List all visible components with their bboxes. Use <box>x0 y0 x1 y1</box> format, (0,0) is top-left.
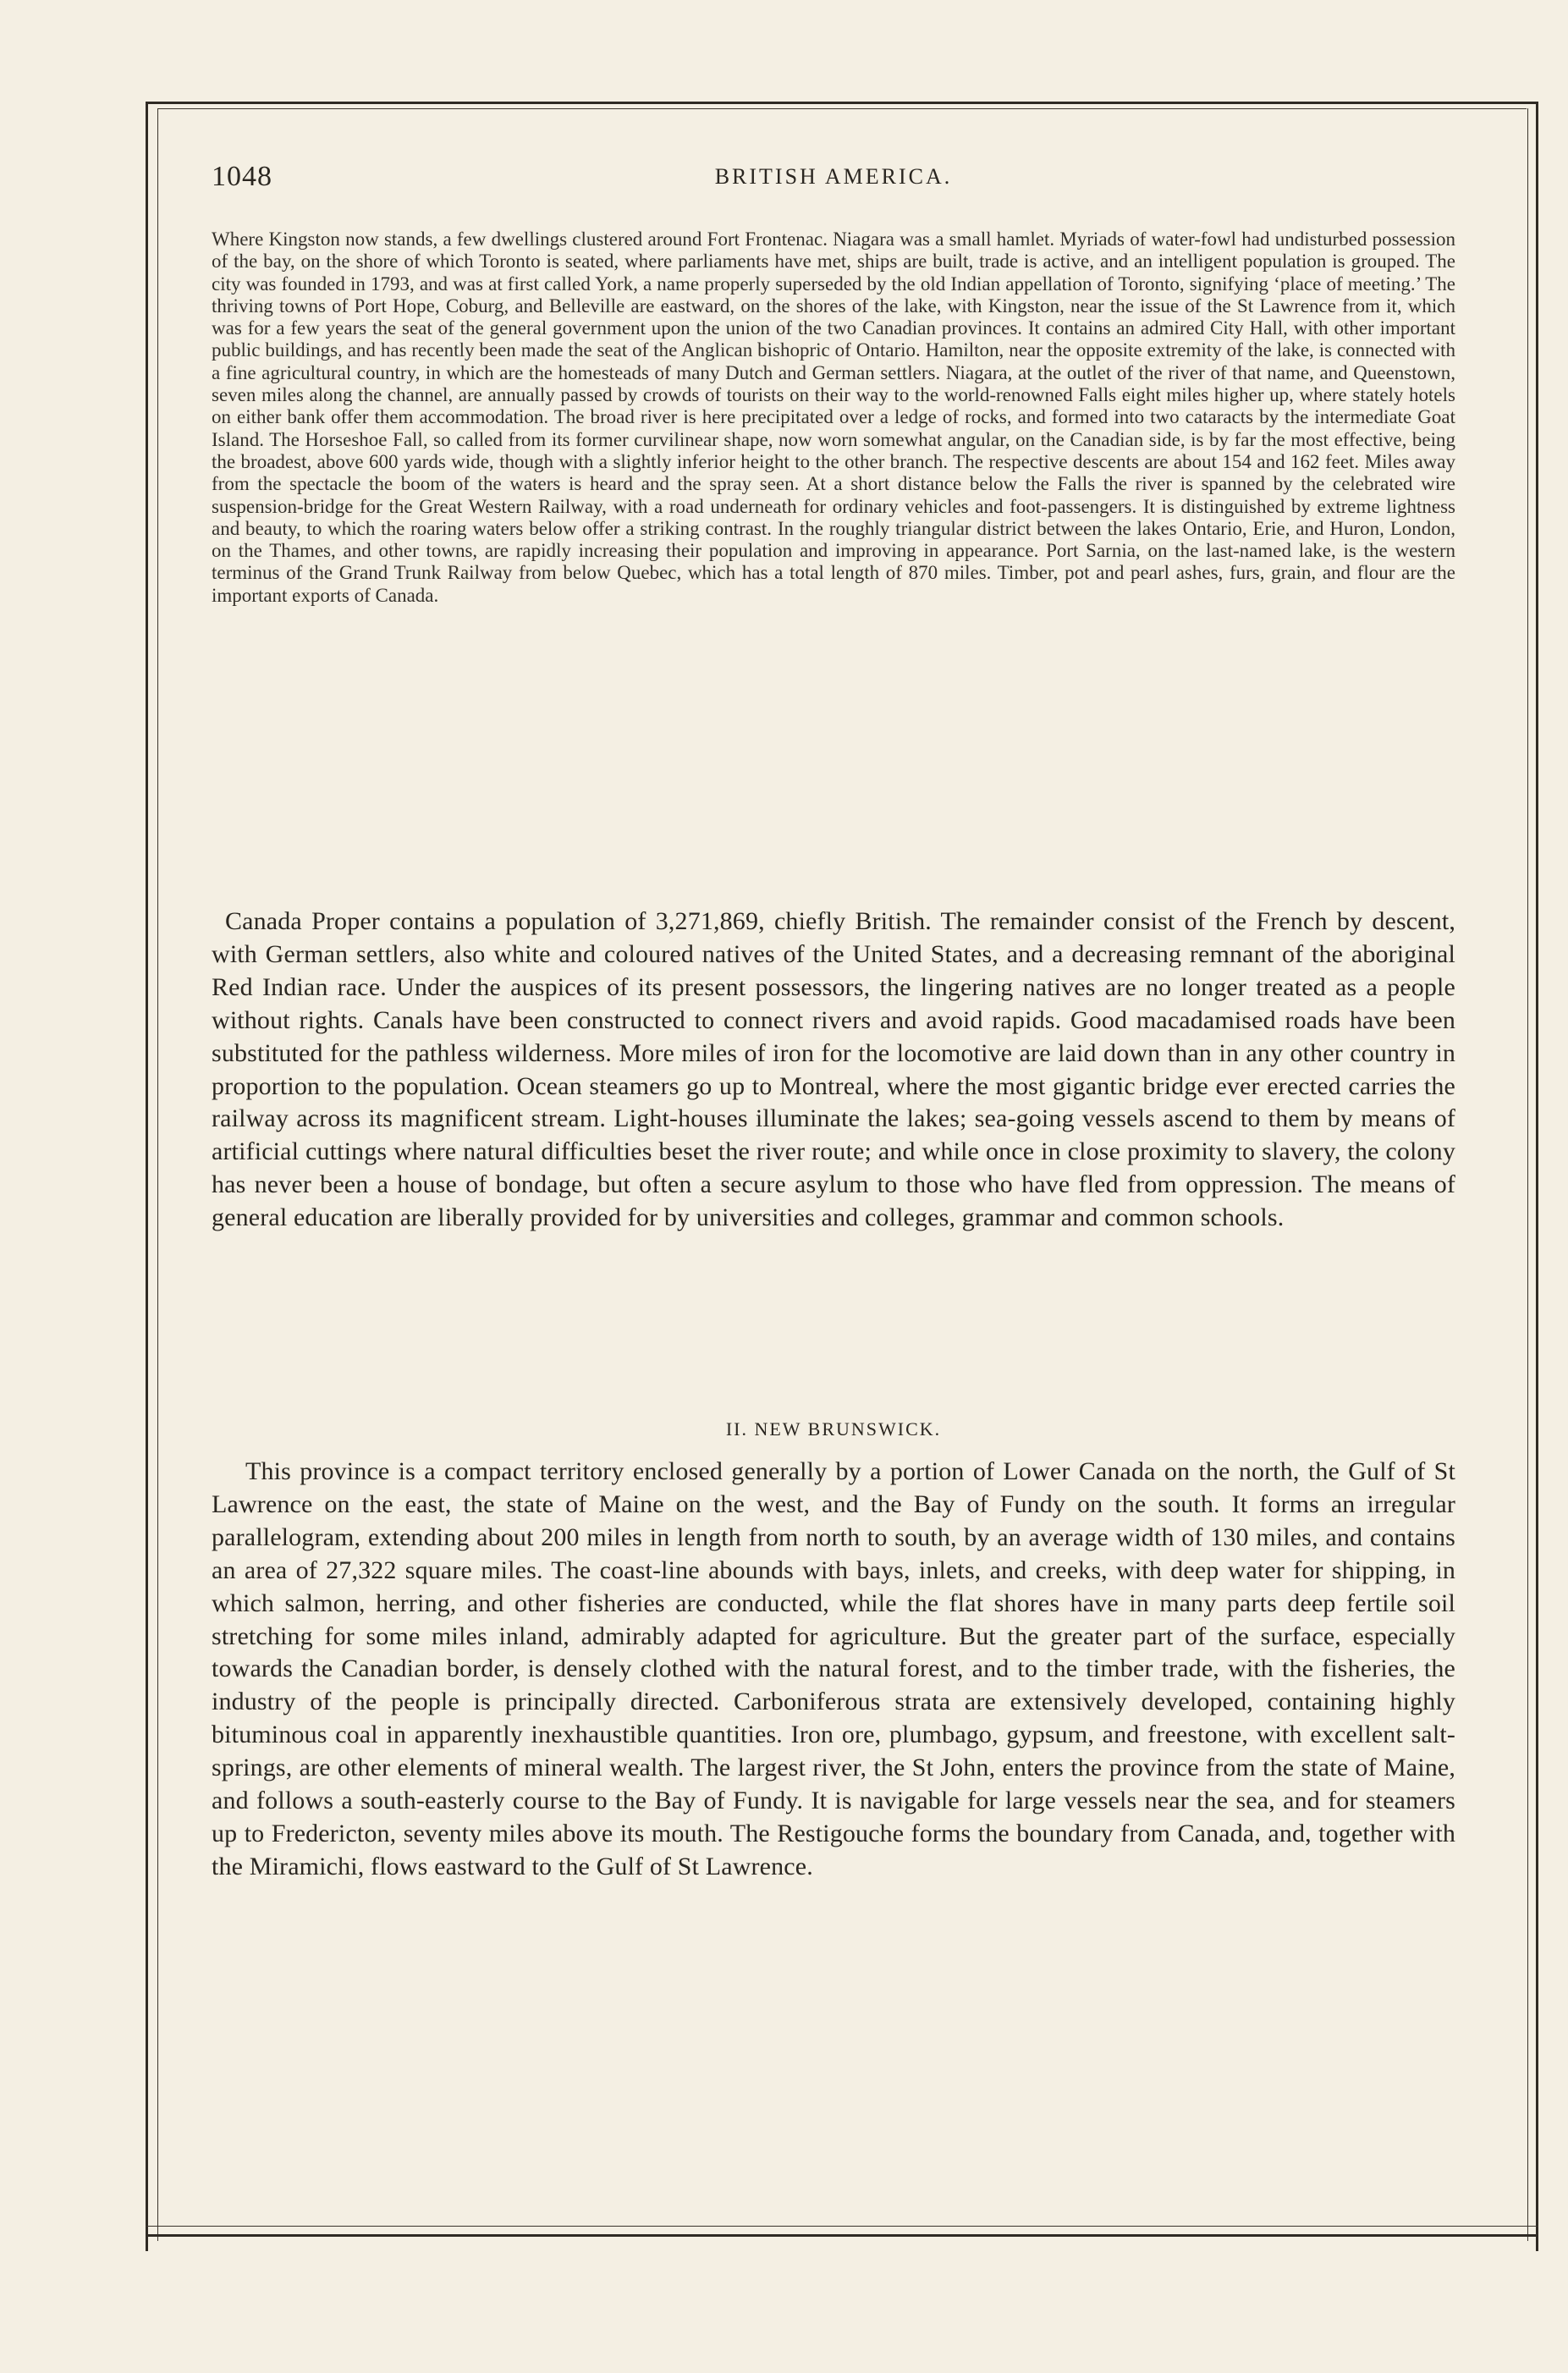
canada-proper-paragraph <box>212 906 1455 1235</box>
page-header <box>212 161 1455 203</box>
frame-bottom-rule <box>146 2234 1538 2237</box>
paragraph-canada-proper: Canada Proper contains a population of 3,271,869, chiefly British. The remainder consist of the French by descent, with German settlers, also white and coloured natives of the United States, and a decreasing remnant of the aboriginal Red Indian race. Under the auspices of its present possessors, the lingering natives are no longer treated as a people without rights. Canals have been constructed to connect rivers and avoid rapids. Good macadamised roads have been substituted for the pathless wilderness. More miles of iron for the locomotive are laid down than in any other country in proportion to the population. Ocean steamers go up to Montreal, where the most gigantic bridge ever erected carries the railway across its magnificent stream. Light-houses illuminate the lakes; sea-going vessels ascend to them by means of artificial cuttings where natural difficulties beset the river route; and while once in close proximity to slavery, the colony has never been a house of bondage, but often a secure asylum to those who have fled from oppression. The means of general education are liberally provided for by universities and colleges, grammar and common schools. <box>212 907 1455 1232</box>
frame-bottom-inner-rule <box>146 2226 1538 2227</box>
paragraph-kingston-toronto: Where Kingston now stands, a few dwellings clustered around Fort Frontenac. Niagara was a small hamlet. Myriads of water-fowl had undisturbed possession of the bay, on the shore of which Toronto is seated, where parliaments have met, ships are built, trade is active, and an intelligent population is grouped. The city was founded in 1793, and was at first called York, a name properly superseded by the old Indian appellation of Toronto, signifying ‘place of meeting.’ The thriving towns of Port Hope, Coburg, and Belleville are eastward, on the shores of the lake, with Kingston, near the issue of the St Lawrence from it, which was for a few years the seat of the general government upon the union of the two Canadian provinces. It contains an admired City Hall, with other important public buildings, and has recently been made the seat of the Anglican bishopric of Ontario. Hamilton, near the opposite extremity of the lake, is connected with a fine agricultural country, in which are the homesteads of many Dutch and German settlers. Niagara, at the outlet of the river of that name, and Queenstown, seven miles along the channel, are annually passed by crowds of tourists on their way to the world-renowned Falls eight miles higher up, where stately hotels on either bank offer them accommodation. The broad river is here precipitated over a ledge of rocks, and formed into two cataracts by the intermediate Goat Island. The Horseshoe Fall, so called from its former curvilinear shape, now worn somewhat angular, on the Canadian side, is by far the most effective, being the broadest, above 600 yards wide, though with a slightly inferior height to the other branch. The respective descents are about 154 and 162 feet. Miles away from the spectacle the boom of the waters is heard and the spray seen. At a short distance below the Falls the river is spanned by the celebrated wire suspension-bridge for the Great Western Railway, with a road underneath for ordinary vehicles and foot-passengers. It is distinguished by extreme lightness and beauty, to which the roaring waters below offer a striking contrast. In the roughly triangular district between the lakes Ontario, Erie, and Huron, London, on the Thames, and other towns, are rapidly increasing their population and improving in appearance. Port Sarnia, on the last-named lake, is the western terminus of the Grand Trunk Railway from below Quebec, which has a total length of 870 miles. Timber, pot and pearl ashes, furs, grain, and flour are the important exports of Canada. <box>212 228 1455 606</box>
paragraph-new-brunswick: This province is a compact territory enclosed generally by a portion of Lower Canada on the north, the Gulf of St Lawrence on the east, the state of Maine on the west, and the Bay of Fundy on the south. It forms an irregular parallelogram, extending about 200 miles in length from north to south, by an average width of 130 miles, and contains an area of 27,322 square miles. The coast-line abounds with bays, inlets, and creeks, with deep water for shipping, in which salmon, herring, and other fisheries are conducted, while the flat shores have in many parts deep fertile soil stretching for some miles inland, admirably adapted for agriculture. But the greater part of the surface, especially towards the Canadian border, is densely clothed with the natural forest, and to the timber trade, with the fisheries, the industry of the people is principally directed. Carboniferous strata are extensively developed, containing highly bituminous coal in apparently inexhaustible quantities. Iron ore, plumbago, gypsum, and freestone, with excellent salt-springs, are other elements of mineral wealth. The largest river, the St John, enters the province from the state of Maine, and follows a south-easterly course to the Bay of Fundy. It is navigable for large vessels near the sea, and for steamers up to Fredericton, seventy miles above its mouth. The Restigouche forms the boundary from Canada, and, together with the Miramichi, flows eastward to the Gulf of St Lawrence. <box>212 1457 1455 1880</box>
page-number: 1048 <box>212 161 272 192</box>
small-type-paragraph <box>212 228 1455 607</box>
running-head: BRITISH AMERICA. <box>714 164 953 189</box>
new-brunswick-paragraph <box>212 1456 1455 1884</box>
section-heading-new-brunswick: II. NEW BRUNSWICK. <box>725 1418 942 1440</box>
